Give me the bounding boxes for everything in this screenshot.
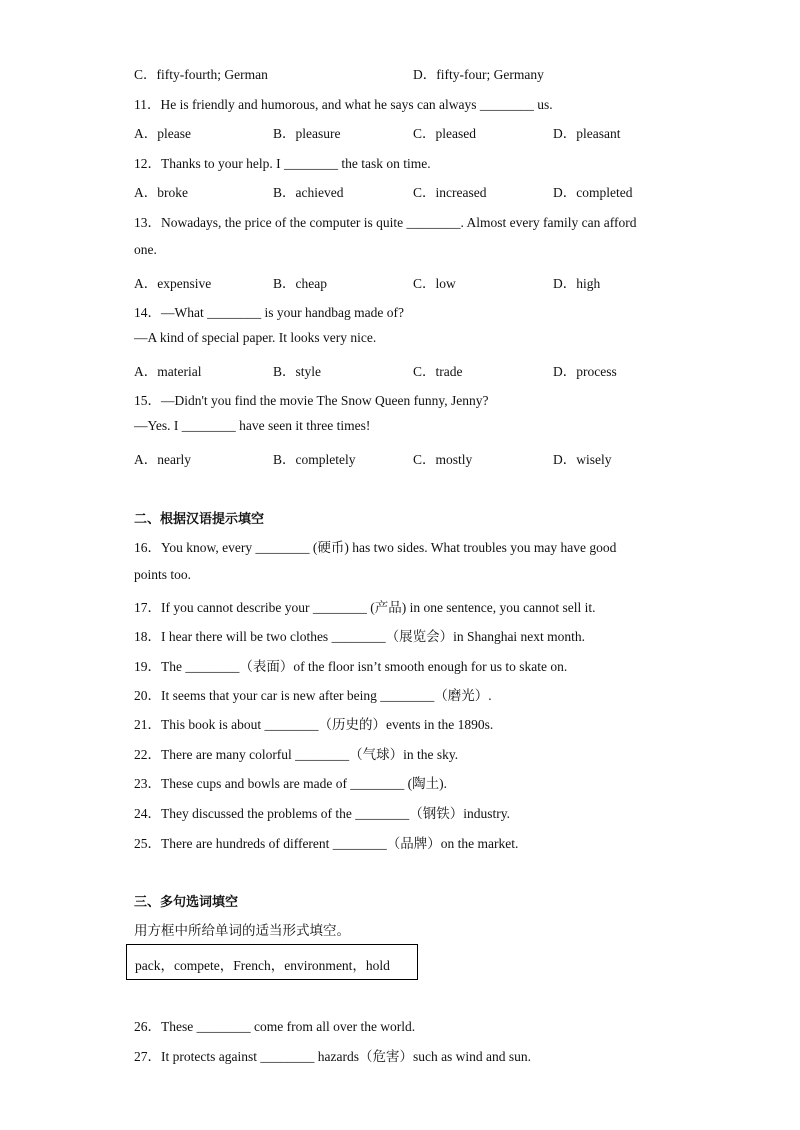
q13-option-a: A．expensive <box>134 276 212 291</box>
q12-option-d: D．completed <box>553 185 633 200</box>
section-3-instruction: 用方框中所给单词的适当形式填空。 <box>134 923 350 938</box>
q17-stem: 17．If you cannot describe your ________ (产品) in one sentence, you cannot sell it. <box>134 600 596 615</box>
q21-stem: 21．This book is about ________（历史的）events in the 1890s. <box>134 717 494 732</box>
q16-stem: 16．You know, every ________ (硬币) has two sides. What troubles you may have good <box>134 540 617 555</box>
q14-stem-continued: —A kind of special paper. It looks very nice. <box>134 330 377 345</box>
q14-stem: 14．—What ________ is your handbag made of? <box>134 305 404 320</box>
q15-option-c: C．mostly <box>413 452 473 467</box>
q11-stem: 11．He is friendly and humorous, and what he says can always ________ us. <box>134 97 553 112</box>
q27-stem: 27．It protects against ________ hazards（危害）such as wind and sun. <box>134 1049 532 1064</box>
q13-option-d: D．high <box>553 276 601 291</box>
q16-stem-continued: points too. <box>134 567 192 582</box>
section-2-heading: 二、根据汉语提示填空 <box>134 512 265 527</box>
q24-stem: 24．They discussed the problems of the ________（钢铁）industry. <box>134 806 510 821</box>
q13-option-b: B．cheap <box>273 276 327 291</box>
q15-stem-continued: —Yes. I ________ have seen it three times! <box>134 418 371 433</box>
q15-option-b: B．completely <box>273 452 356 467</box>
q10-option-c: C．fifty-fourth; German <box>134 67 268 82</box>
q11-option-d: D．pleasant <box>553 126 621 141</box>
q12-option-c: C．increased <box>413 185 487 200</box>
q12-option-a: A．broke <box>134 185 188 200</box>
q26-stem: 26．These ________ come from all over the world. <box>134 1019 416 1034</box>
q19-stem: 19．The ________（表面）of the floor isn’t smooth enough for us to skate on. <box>134 659 568 674</box>
q18-stem: 18．I hear there will be two clothes ________（展览会）in Shanghai next month. <box>134 629 586 644</box>
q14-option-d: D．process <box>553 364 617 379</box>
q15-stem: 15．—Didn't you find the movie The Snow Queen funny, Jenny? <box>134 393 489 408</box>
section-3-heading: 三、多句选词填空 <box>134 895 239 910</box>
q14-option-c: C．trade <box>413 364 463 379</box>
q15-option-d: D．wisely <box>553 452 612 467</box>
q13-stem-continued: one. <box>134 242 157 257</box>
word-box-text: pack，compete，French，environment，hold <box>135 958 390 973</box>
q25-stem: 25．There are hundreds of different ________（品牌）on the market. <box>134 836 519 851</box>
q12-stem: 12．Thanks to your help. I ________ the task on time. <box>134 156 431 171</box>
q22-stem: 22．There are many colorful ________（气球）in the sky. <box>134 747 459 762</box>
word-box <box>126 944 418 980</box>
q23-stem: 23．These cups and bowls are made of ________ (陶土). <box>134 776 448 791</box>
q20-stem: 20．It seems that your car is new after being ________（磨光）. <box>134 688 492 703</box>
q11-option-c: C．pleased <box>413 126 476 141</box>
q13-stem: 13．Nowadays, the price of the computer is quite ________. Almost every family can afford <box>134 215 637 230</box>
q12-option-b: B．achieved <box>273 185 344 200</box>
q15-option-a: A．nearly <box>134 452 191 467</box>
q10-option-d: D．fifty-four; Germany <box>413 67 544 82</box>
q13-option-c: C．low <box>413 276 456 291</box>
q11-option-b: B．pleasure <box>273 126 341 141</box>
q11-option-a: A．please <box>134 126 191 141</box>
q14-option-a: A．material <box>134 364 202 379</box>
q14-option-b: B．style <box>273 364 322 379</box>
